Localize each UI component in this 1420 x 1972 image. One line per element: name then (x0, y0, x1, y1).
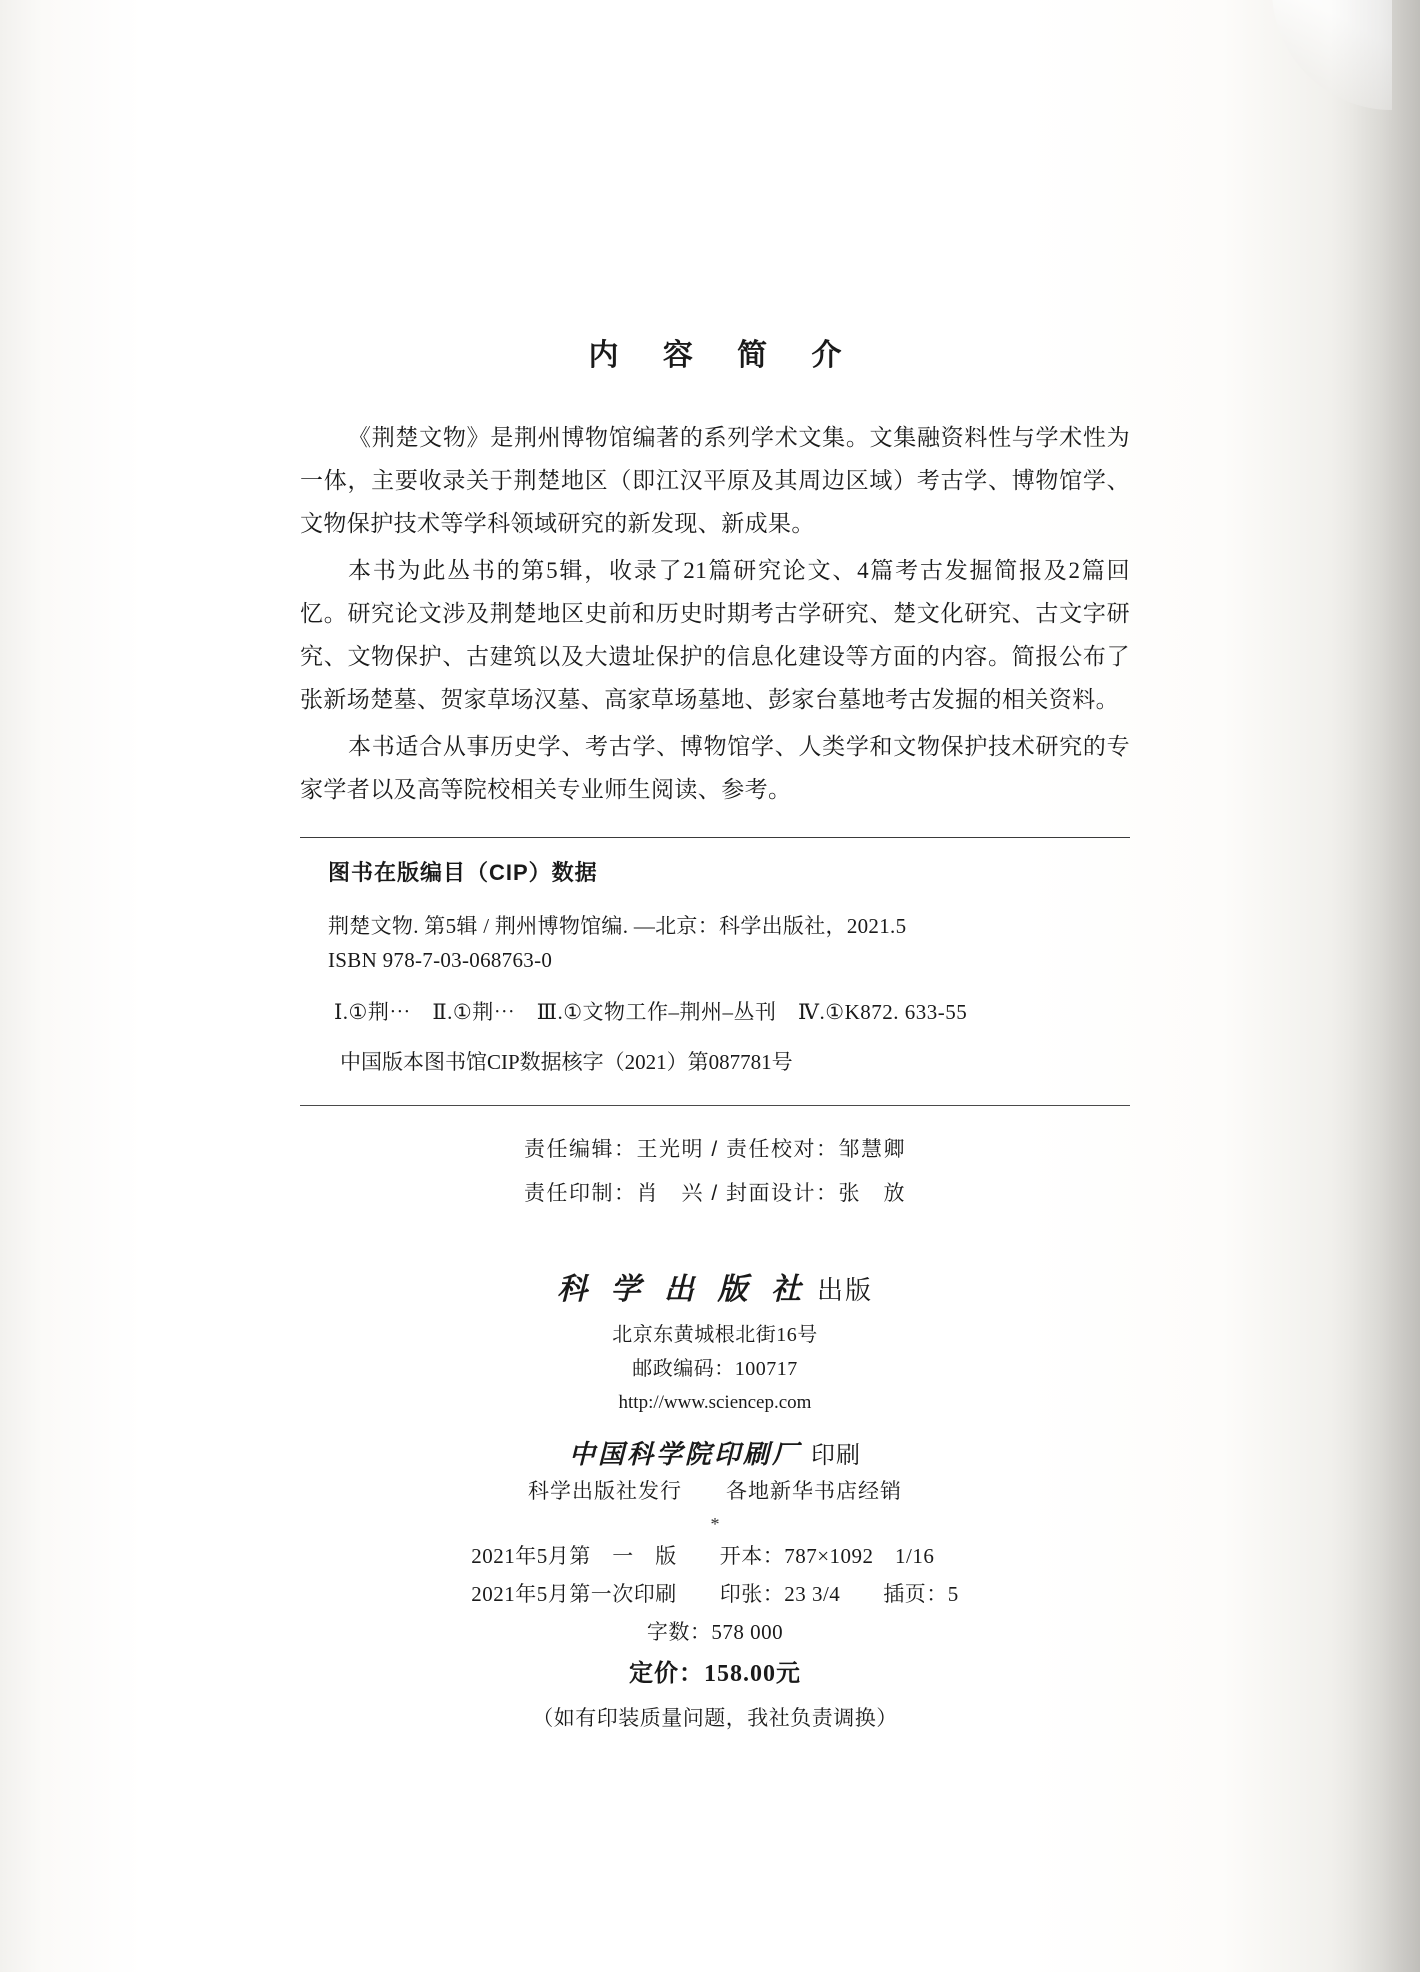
cip-section (300, 838, 1130, 1079)
publisher-suffix: 出版 (816, 1276, 873, 1305)
publisher-postcode: 邮政编码：100717 (632, 1358, 798, 1380)
page-content (300, 330, 1130, 1739)
staff-section (300, 1106, 1130, 1216)
price-line: 定价：158.00元 (629, 1661, 801, 1687)
cip-heading: 图书在版编目（CIP）数据 (328, 860, 598, 885)
printer-logo: 中国科学院印刷厂 (568, 1440, 801, 1469)
cip-record-line-2: ISBN 978-7-03-068763-0 (328, 948, 553, 972)
cip-core-number: 中国版本图书馆CIP数据核字（2021）第087781号 (340, 1050, 793, 1074)
abstract-section (300, 416, 1130, 811)
abstract-paragraph-2: 本书为此丛书的第5辑，收录了21篇研究论文、4篇考古发掘简报及2篇回忆。研究论文涉及荆楚地区史前和历史时期考古学研究、楚文化研究、古文字研究、文物保护、古建筑以及大遗址保护的信息化建设等方面的内容。简报公布了张新场楚墓、贺家草场汉墓、高家草场墓地、彭家台墓地考古发掘的相关资料。 (300, 558, 1130, 712)
quality-note: （如有印装质量问题，我社负责调换） (532, 1706, 898, 1730)
publisher-url[interactable]: http://www.sciencep.com (618, 1392, 812, 1413)
spec-row-1: 2021年5月第 一 版 开本：787×1092 1/16 (471, 1544, 935, 1568)
imprint-section (300, 1216, 1130, 1739)
separator-asterisk: * (710, 1514, 720, 1534)
spec-row-2: 2021年5月第一次印刷 印张：23 3/4 插页：5 (471, 1582, 959, 1606)
cip-record (300, 909, 1130, 977)
publisher-line (300, 1264, 1130, 1308)
printer-suffix: 印刷 (811, 1443, 861, 1469)
cip-record-line-1: 荆楚文物. 第5辑 / 荆州博物馆编. —北京：科学出版社，2021.5 (328, 914, 907, 938)
cip-classification: Ⅰ.①荆⋯ Ⅱ.①荆⋯ Ⅲ.①文物工作–荆州–丛刊 Ⅳ.①K872. 633-55 (334, 1000, 968, 1024)
publisher-logo: 科 学 出 版 社 (556, 1273, 809, 1306)
publisher-address: 北京东黄城根北街16号 (612, 1324, 818, 1346)
printer-line (300, 1434, 1130, 1471)
abstract-paragraph-3: 本书适合从事历史学、考古学、博物馆学、人类学和文物保护技术研究的专家学者以及高等院校相关专业师生阅读、参考。 (300, 734, 1130, 802)
spec-row-3: 字数：578 000 (646, 1620, 784, 1644)
spec-block (471, 1537, 959, 1651)
staff-line-production: 责任印制：肖 兴 / 封面设计：张 放 (523, 1182, 906, 1205)
distribution-line: 科学出版社发行 各地新华书店经销 (528, 1479, 902, 1503)
staff-line-editors: 责任编辑：王光明 / 责任校对：邹慧卿 (523, 1138, 906, 1161)
abstract-paragraph-1: 《荆楚文物》是荆州博物馆编著的系列学术文集。文集融资料性与学术性为一体，主要收录关于荆楚地区（即江汉平原及其周边区域）考古学、博物馆学、文物保护技术等学科领域研究的新发现、新成果。 (300, 425, 1130, 536)
page-title: 内 容 简 介 (588, 339, 860, 372)
